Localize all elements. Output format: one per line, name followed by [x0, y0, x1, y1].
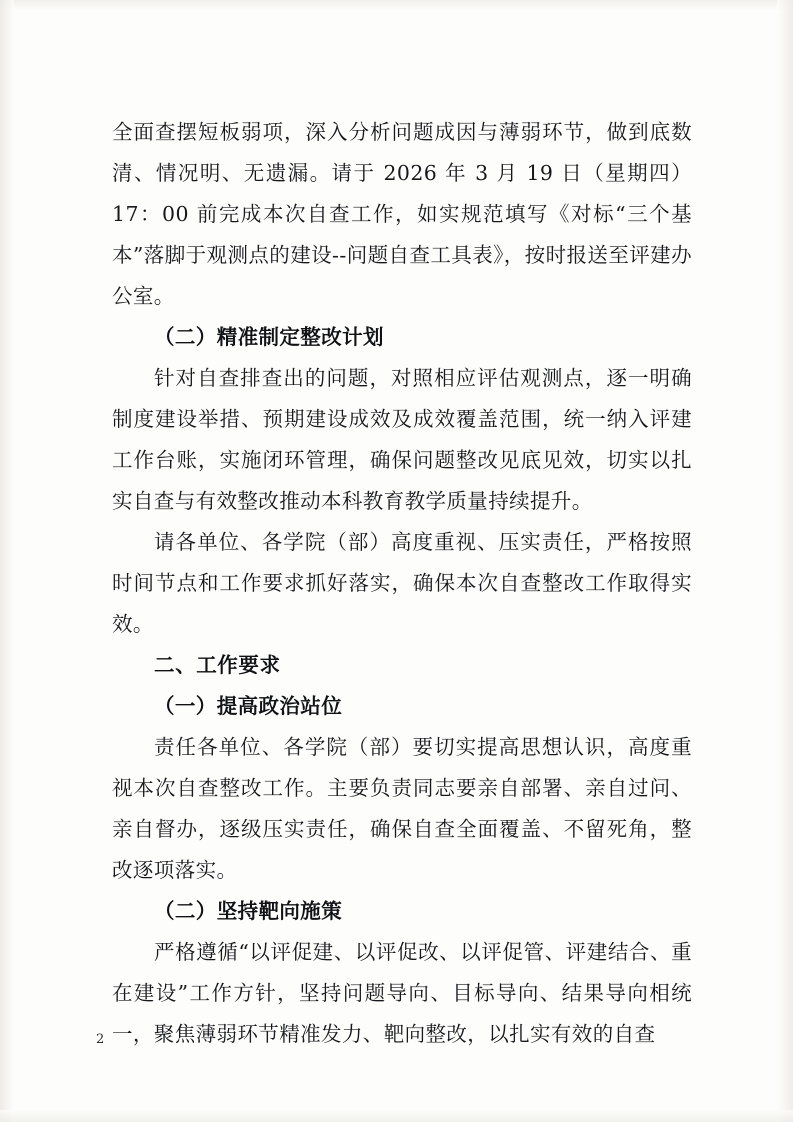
heading-work-requirements: 二、工作要求 — [154, 653, 281, 677]
page-number: 2 — [96, 1032, 105, 1047]
scan-edge-bottom — [0, 1110, 793, 1122]
paragraph-targeted-measures-detail: 严格遵循“以评促建、以评促改、以评促管、评建结合、重在建设”工作方针，坚持问题导向、目标导向、结果导向相统一，聚焦薄弱环节精准发力、靶向整改，以扎实有效的自查 — [112, 940, 692, 1046]
document-body — [112, 112, 692, 1055]
scan-edge-right — [777, 0, 793, 1122]
subheading-political-standing: （一）提高政治站位 — [154, 694, 343, 718]
paragraph-units-responsibility: 请各单位、各学院（部）高度重视、压实责任，严格按照时间节点和工作要求抓好落实，确保本次自查整改工作取得实效。 — [112, 530, 692, 636]
scan-edge-top — [0, 0, 793, 10]
paragraph-precise-plan-detail: 针对自查排查出的问题，对照相应评估观测点，逐一明确制度建设举措、预期建设成效及成效覆盖范围，统一纳入评建工作台账，实施闭环管理，确保问题整改见底见效，切实以扎实自查与有效整改推动本科教育教学质量持续提升。 — [112, 366, 692, 513]
paragraph-political-standing-detail: 责任各单位、各学院（部）要切实提高思想认识，高度重视本次自查整改工作。主要负责同志要亲自部署、亲自过问、亲自督办，逐级压实责任，确保自查全面覆盖、不留死角，整改逐项落实。 — [112, 735, 692, 882]
subheading-two-precise-plan: （二）精准制定整改计划 — [154, 325, 384, 349]
scan-edge-left — [0, 0, 14, 1122]
paragraph-continued: 全面查摆短板弱项，深入分析问题成因与薄弱环节，做到底数清、情况明、无遗漏。请于 2026 年 3 月 19 日（星期四）17：00 前完成本次自查工作，如实规范填写《对标“三个基本”落脚于观测点的建设--问题自查工具表》，按时报送至评建办公室。 — [112, 120, 692, 308]
subheading-targeted-measures: （二）坚持靶向施策 — [154, 899, 343, 923]
